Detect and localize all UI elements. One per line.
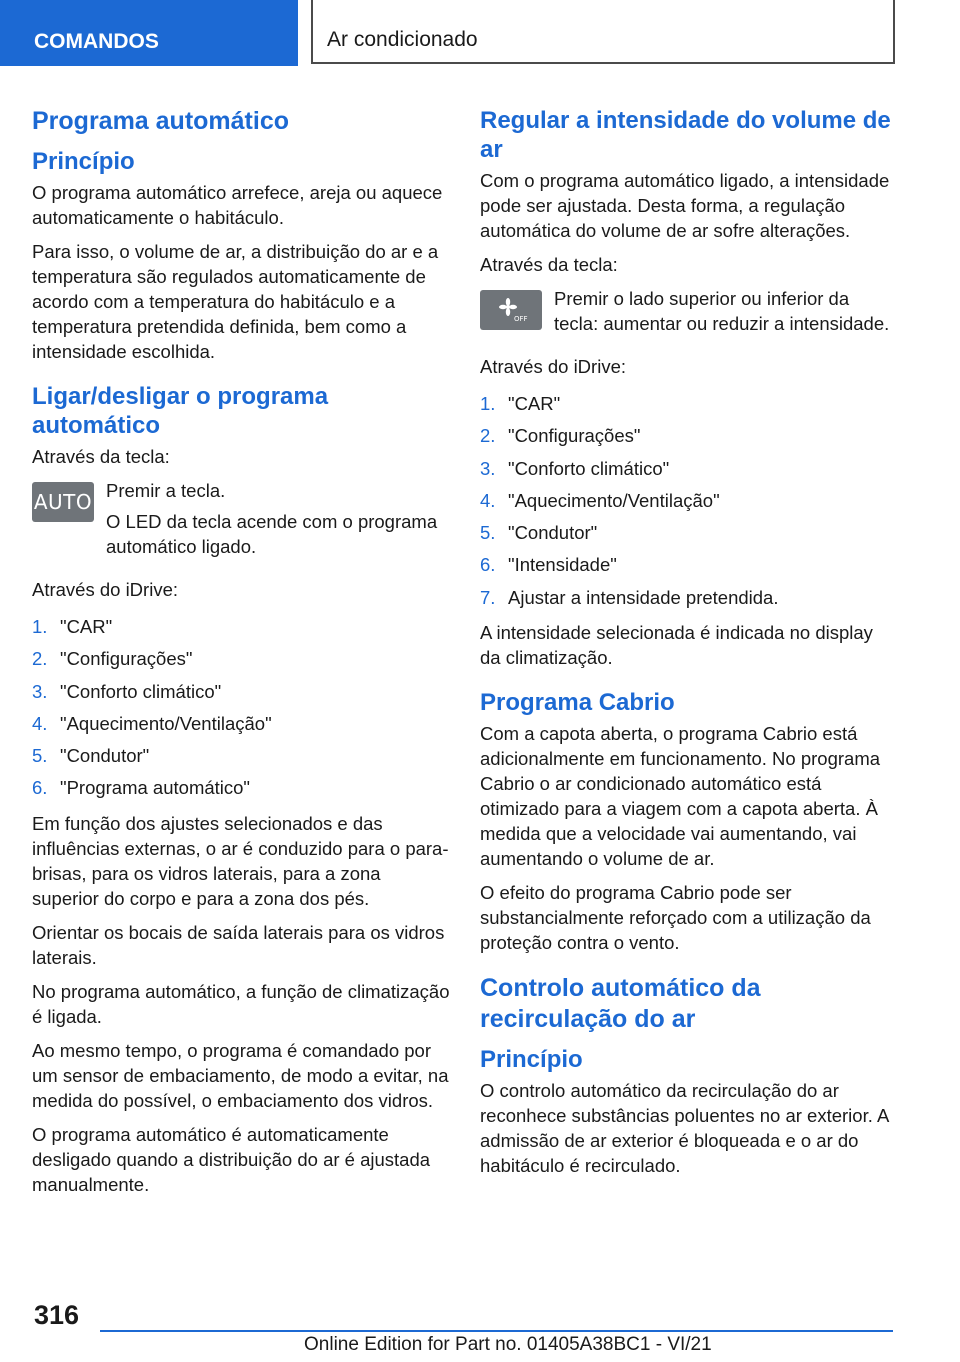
list-item [480, 485, 898, 517]
page-number: 316 [34, 1300, 80, 1330]
heading-air-intensity: Regular a intensidade do volume de ar [480, 107, 891, 163]
heading-automatic-program: Programa automático [32, 107, 290, 135]
list-item [32, 740, 450, 772]
section-tab: COMANDOS [0, 0, 298, 66]
list-item [480, 420, 898, 452]
auto-button-instruction [32, 478, 450, 565]
paragraph: Através do iDrive: [32, 579, 178, 600]
step-text: "Condutor" [60, 745, 150, 767]
step-number: 1. [32, 616, 48, 637]
paragraph: A intensidade selecionada é indicada no display da climatização. [480, 622, 873, 669]
step-text: "CAR" [60, 616, 113, 637]
list-item [32, 772, 450, 804]
list-item [32, 611, 450, 643]
heading-recirculation-control: Controlo automático da recirculação do ar [480, 974, 761, 1034]
paragraph: Através do iDrive: [480, 356, 626, 377]
paragraph: Através da tecla: [480, 254, 618, 275]
step-number: 4. [32, 712, 48, 734]
heading-principle: Princípio [32, 148, 135, 175]
paragraph: Ao mesmo tempo, o programa é comandado por um sensor de embaciamento, de modo a evitar, na medida do possível, o embaciamento dos vidros. [32, 1039, 449, 1111]
step-number: 6. [480, 554, 496, 576]
list-item [32, 643, 450, 675]
fan-icon [496, 297, 526, 323]
step-number: 1. [480, 393, 496, 414]
step-text: "Condutor" [508, 522, 598, 544]
idrive-steps-list [480, 388, 898, 614]
paragraph: Orientar os bocais de saída laterais para os vidros laterais. [32, 921, 445, 968]
edition-footer: Online Edition for Part no. 01405A38BC1 - VI/21 [304, 1334, 712, 1355]
heading-cabrio-program: Programa Cabrio [480, 689, 675, 717]
paragraph: O LED da tecla acende com o programa automático ligado. [106, 511, 438, 557]
fan-off-label: OFF [514, 315, 528, 323]
list-item [480, 453, 898, 485]
list-item [32, 676, 450, 708]
step-number: 3. [32, 680, 48, 702]
step-number: 2. [32, 648, 48, 670]
paragraph: O programa automático arrefece, areja ou aquece automaticamente o habitáculo. [32, 182, 443, 228]
idrive-steps-list [32, 611, 450, 805]
paragraph: Através da tecla: [32, 446, 170, 467]
step-text: "Aquecimento/Ventilação" [508, 489, 720, 511]
right-column [480, 100, 898, 1187]
step-number: 7. [480, 586, 496, 608]
paragraph: O controlo automático da recirculação do ar reconhece substâncias poluentes no ar exterior. A admissão de ar exterior é bloqueada e o ar do habitáculo é recirculado. [480, 1080, 889, 1177]
paragraph: Premir o lado superior ou inferior da tecla: aumentar ou reduzir a intensidade. [554, 288, 890, 334]
chapter-title: Ar condicionado [311, 0, 895, 64]
step-text: "Intensidade" [508, 554, 617, 576]
step-number: 5. [480, 522, 496, 544]
step-text: "Configurações" [508, 425, 641, 447]
heading-on-off: Ligar/desligar o programa automático [32, 383, 329, 439]
list-item [480, 549, 898, 581]
step-number: 2. [480, 425, 496, 447]
paragraph: No programa automático, a função de climatização é ligada. [32, 980, 450, 1027]
paragraph: Com a capota aberta, o programa Cabrio está adicionalmente em funcionamento. No programa Cabrio o ar condicionado automático está otimizado para a viagem com a capota aberta. À medida que a velocidade vai aumentando, vai aumentando o volume de ar. [480, 723, 881, 870]
step-text: "Aquecimento/Ventilação" [60, 712, 272, 734]
step-text: Ajustar a intensidade pretendida. [508, 586, 779, 608]
button-instruction-text [106, 478, 450, 565]
button-instruction-text [554, 286, 898, 342]
step-number: 5. [32, 745, 48, 767]
paragraph: Em função dos ajustes selecionados e das influências externas, o ar é conduzido para o para-brisas, para os vidros laterais, para a zona superior do corpo e para a zona dos pés. [32, 812, 449, 909]
auto-button-icon: AUTO [32, 482, 94, 522]
paragraph: O programa automático é automaticamente desligado quando a distribuição do ar é ajustada manualmente. [32, 1123, 431, 1195]
fan-off-button-icon [480, 290, 542, 330]
step-number: 6. [32, 777, 48, 799]
step-text: "Conforto climático" [508, 457, 670, 479]
step-number: 3. [480, 457, 496, 479]
paragraph: Premir a tecla. [106, 480, 226, 501]
paragraph: Para isso, o volume de ar, a distribuição do ar e a temperatura são regulados automaticamente de acordo com a temperatura do habitáculo e a temperatura pretendida definida, bem como a intensidade escolhida. [32, 241, 439, 362]
left-column [32, 100, 450, 1206]
paragraph: Com o programa automático ligado, a intensidade pode ser ajustada. Desta forma, a regulação automática do volume de ar sofre alterações. [480, 170, 890, 241]
heading-principle: Princípio [480, 1046, 583, 1074]
step-number: 4. [480, 489, 496, 511]
paragraph: O efeito do programa Cabrio pode ser substancialmente reforçado com a utilização da proteção contra o vento. [480, 882, 871, 954]
list-item [480, 517, 898, 549]
step-text: "Configurações" [60, 648, 193, 670]
list-item [32, 708, 450, 740]
fan-button-instruction [480, 286, 898, 342]
step-text: "Programa automático" [60, 777, 250, 799]
step-text: "CAR" [508, 393, 561, 414]
list-item [480, 388, 898, 420]
footer-divider [100, 1330, 893, 1332]
list-item [480, 582, 898, 614]
step-text: "Conforto climático" [60, 680, 222, 702]
